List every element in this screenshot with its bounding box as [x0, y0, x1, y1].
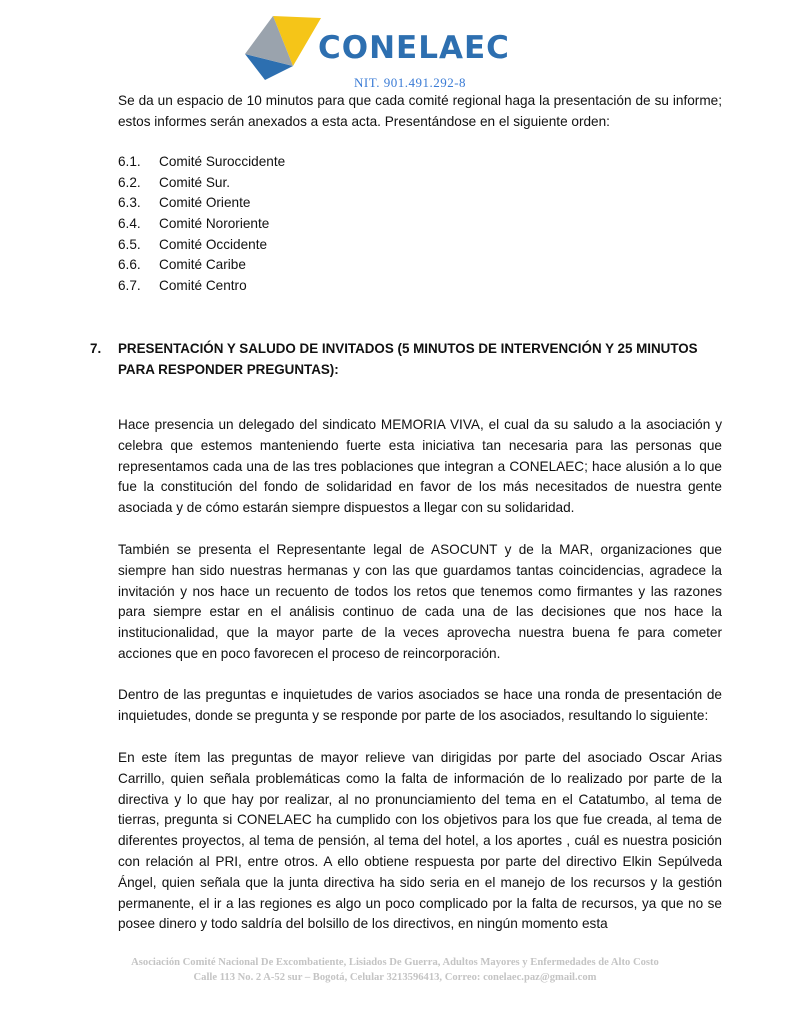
paragraph-respuestas: En este ítem las preguntas de mayor relieve van dirigidas por parte del asociado Oscar Arias Carrillo, quien señala problemáticas como la falta de información de lo realizado por parte de la directiva y lo que hay por realizar, al no pronunciamiento del tema en el Catatumbo, al tema de tierras, pregunta si CONELAEC ha cumplido con los objetivos para los que fue creada, al tema de diferentes proyectos, al tema de pensión, al tema del hotel, a los aportes , cuál es nuestra posición con relación al PRI, entre otros. A ello obtiene respuesta por parte del directivo Elkin Sepúlveda Ángel, quien señala que la junta directiva ha sido seria en el manejo de los recursos y la gestión permanente, el ir a las regiones es algo un poco complicado por la falta de recursos, ya que no se posee dinero y todo saldría del bolsillo de los directivos, en ningún momento esta: [118, 750, 722, 932]
paragraph-memoria-viva: Hace presencia un delegado del sindicato MEMORIA VIVA, el cual da su saludo a la asociación y celebra que estemos manteniendo fuerte esta iniciativa tan necesaria para las personas que representamos cada una de las tres poblaciones que integran a CONELAEC; hace alusión a lo que fue la constitución del fondo de solidaridad en favor de los más necesitados de nuestra gente asociada y de cómo estarán siempre dispuestos a llegar con su solidaridad.: [118, 417, 722, 516]
list-item: [118, 276, 285, 297]
section-number: 7.: [90, 341, 102, 356]
section-heading: [90, 338, 722, 380]
list-number: 6.5.: [118, 236, 141, 252]
intro-paragraph: Se da un espacio de 10 minutos para que cada comité regional haga la presentación de su informe; estos informes serán anexados a esta acta. Presentándose en el siguiente orden:: [118, 93, 722, 129]
list-number: 6.7.: [118, 278, 141, 294]
list-number: 6.3.: [118, 195, 141, 211]
list-number: 6.6.: [118, 257, 141, 273]
logo-text: CONELAEC: [318, 30, 510, 66]
list-label: Comité Suroccidente: [159, 154, 286, 169]
paragraph-preguntas: Dentro de las preguntas e inquietudes de varios asociados se hace una ronda de presentación de inquietudes, donde se pregunta y se responde por parte de los asociados, resultando lo siguiente:: [118, 687, 722, 723]
list-item: [118, 255, 285, 276]
list-label: Comité Oriente: [159, 195, 251, 211]
list-item: [118, 235, 285, 256]
list-item: [118, 173, 285, 194]
list-label: Comité Caribe: [159, 257, 246, 273]
conelaec-logo-icon: [243, 14, 323, 82]
list-label: Comité Sur.: [159, 174, 231, 190]
committee-list: [118, 152, 285, 297]
list-item: [118, 152, 285, 173]
section-title: PRESENTACIÓN Y SALUDO DE INVITADOS (5 MINUTOS DE INTERVENCIÓN Y 25 MINUTOS PARA RESPONDER PREGUNTAS):: [118, 341, 698, 377]
paragraph-asocunt: También se presenta el Representante legal de ASOCUNT y de la MAR, organizaciones que siempre han sido nuestras hermanas y con las que guardamos tantas coincidencias, agradece la invitación y nos hace un recuento de todos los retos que tenemos como firmantes y las razones para siempre estar en el análisis continuo de cada una de las decisiones que nos hace la institucionalidad, que la mayor parte de la veces aprovecha nuestra buena fe para cometer acciones que en poco favorecen el proceso de reincorporación.: [118, 542, 722, 661]
list-number: 6.1.: [118, 154, 141, 169]
list-number: 6.4.: [118, 216, 141, 232]
nit-number: NIT. 901.491.292-8: [354, 75, 467, 90]
list-item: [118, 214, 285, 235]
footer-org-name: Asociación Comité Nacional De Excombatiente, Lisiados De Guerra, Adultos Mayores y Enfermedades de Alto Costo: [131, 957, 659, 968]
footer-contact: Calle 113 No. 2 A-52 sur – Bogotá, Celular 3213596413, Correo: conelaec.paz@gmail.com: [193, 972, 597, 983]
list-item: [118, 193, 285, 214]
list-label: Comité Nororiente: [159, 216, 270, 232]
list-label: Comité Occidente: [159, 236, 268, 252]
list-label: Comité Centro: [159, 278, 247, 294]
list-number: 6.2.: [118, 174, 141, 190]
